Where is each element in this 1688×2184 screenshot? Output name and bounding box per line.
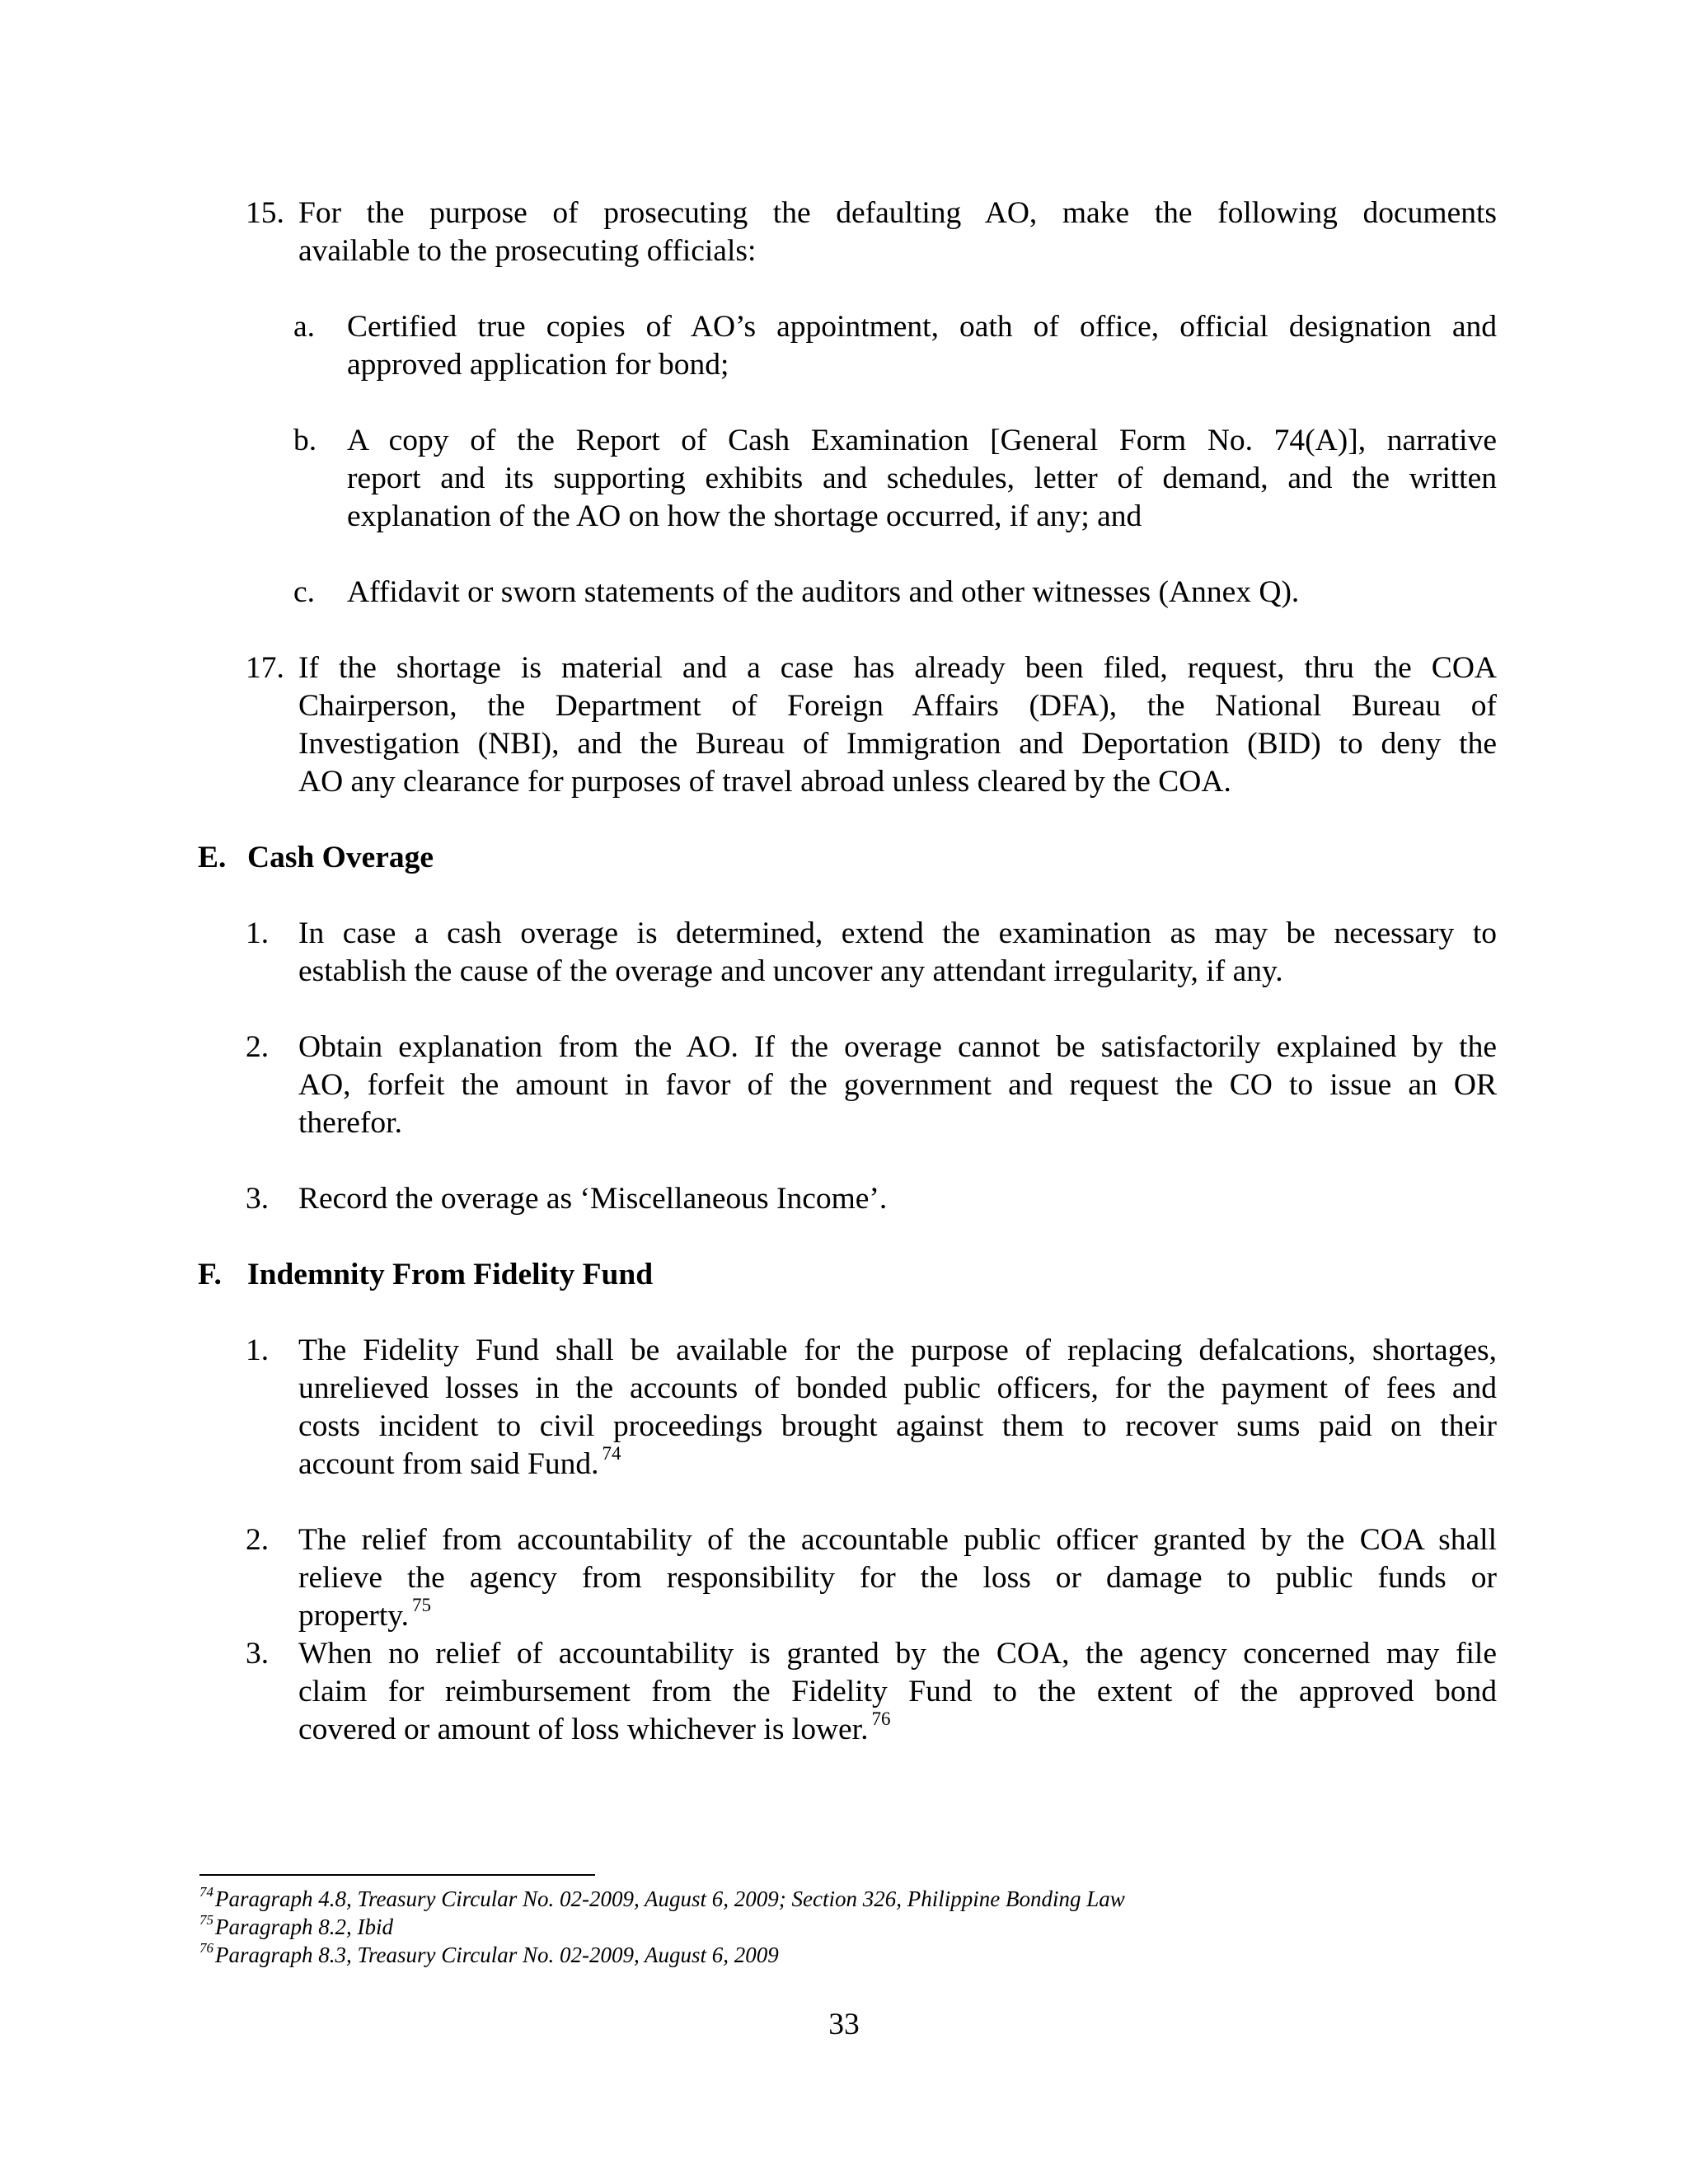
sub-item-letter: b. [293,424,317,457]
text-line: Certified true copies of AO’s appointment, oath of office, official designation and [347,310,1497,344]
sub-item-text [347,574,1497,612]
text-line-content: covered or amount of loss whichever is lower. [298,1713,869,1746]
text-line: Record the overage as ‘Miscellaneous Income’. [298,1182,888,1216]
list-item [246,1180,1497,1218]
text-line: approved application for bond; [347,348,729,382]
text-line [298,1442,1497,1483]
item-text [298,1521,1497,1635]
list-item [246,1029,1497,1142]
item-number: 1. [246,1333,270,1367]
sub-item-text [347,308,1497,384]
text-line: costs incident to civil proceedings brought against them to recover sums paid on their [298,1409,1497,1443]
text-line-content: account from said Fund. [298,1447,599,1481]
text-line [298,1708,1497,1749]
footnote-text: Paragraph 8.2, Ibid [215,1915,393,1939]
footnote-separator [199,1874,595,1876]
footnote-ref[interactable]: 74 [602,1442,621,1464]
text-line: For the purpose of prosecuting the defaulting AO, make the following documents [298,196,1497,230]
list-item-15 [246,194,1497,270]
text-line: The relief from accountability of the accountable public officer granted by the COA shall [298,1523,1497,1557]
sub-item-letter: c. [293,575,316,609]
text-line: Obtain explanation from the AO. If the overage cannot be satisfactorily explained by the [298,1030,1497,1064]
item-text [298,649,1497,801]
list-item [246,915,1497,991]
item-number: 17. [246,651,284,685]
list-item [246,1521,1497,1635]
section-letter: F. [198,1258,222,1291]
footnote-mark: 74 [199,1884,213,1900]
footnote-mark: 75 [199,1912,213,1928]
sub-item-text [347,422,1497,536]
footnote-mark: 76 [199,1940,213,1956]
item-number: 3. [246,1637,270,1671]
text-line: relieve the agency from responsibility for the loss or damage to public funds or [298,1561,1497,1595]
item-number: 3. [246,1182,270,1216]
footnote [199,1941,1125,1969]
text-line: establish the cause of the overage and uncover any attendant irregularity, if any. [298,954,1283,988]
text-line: Affidavit or sworn statements of the auditors and other witnesses (Annex Q). [347,575,1300,609]
section-letter: E. [198,841,227,874]
item-text [298,1332,1497,1483]
text-line: available to the prosecuting officials: [298,234,757,268]
section-heading-e [198,839,434,877]
text-line: Investigation (NBI), and the Bureau of Immigration and Deportation (BID) to deny the [298,727,1497,761]
footnote-text: Paragraph 4.8, Treasury Circular No. 02-2009, August 6, 2009; Section 326, Philippine Bonding Law [215,1886,1125,1911]
text-line: If the shortage is material and a case has already been filed, request, thru the COA [298,651,1497,685]
list-item-17 [246,649,1497,801]
text-line-content: property. [298,1599,409,1633]
text-line: claim for reimbursement from the Fidelity Fund to the extent of the approved bond [298,1675,1497,1708]
section-title: Indemnity From Fidelity Fund [247,1258,654,1291]
text-line: A copy of the Report of Cash Examination [General Form No. 74(A)], narrative [347,424,1497,457]
footnote-text: Paragraph 8.3, Treasury Circular No. 02-2009, August 6, 2009 [215,1943,779,1967]
item-text [298,1180,1497,1218]
item-number: 15. [246,196,284,230]
text-line: When no relief of accountability is granted by the COA, the agency concerned may file [298,1637,1497,1671]
sub-item-b [293,422,1497,536]
item-number: 2. [246,1030,270,1064]
sub-item-c [293,574,1497,612]
footnote-ref[interactable]: 75 [411,1594,431,1615]
text-line: AO any clearance for purposes of travel abroad unless cleared by the COA. [298,765,1231,799]
list-item [246,1635,1497,1749]
text-line: therefor. [298,1106,402,1140]
footnote [199,1885,1125,1913]
list-item [246,1332,1497,1483]
item-number: 2. [246,1523,270,1557]
text-line: explanation of the AO on how the shortage occurred, if any; and [347,499,1142,533]
page-number: 33 [828,2008,860,2041]
item-text [298,915,1497,991]
item-text [298,1635,1497,1749]
text-line: report and its supporting exhibits and schedules, letter of demand, and the written [347,462,1497,495]
text-line [298,1594,1497,1635]
item-text [298,194,1497,270]
section-heading-f [198,1256,653,1294]
footnote [199,1913,1125,1941]
footnote-ref[interactable]: 76 [871,1708,891,1729]
text-line: Chairperson, the Department of Foreign Affairs (DFA), the National Bureau of [298,689,1497,723]
text-line: unrelieved losses in the accounts of bonded public officers, for the payment of fees and [298,1371,1497,1405]
text-line: AO, forfeit the amount in favor of the government and request the CO to issue an OR [298,1068,1497,1102]
section-title: Cash Overage [247,841,434,874]
text-line: The Fidelity Fund shall be available for the purpose of replacing defalcations, shortages, [298,1333,1497,1367]
footnotes [199,1885,1125,1969]
text-line: In case a cash overage is determined, extend the examination as may be necessary to [298,916,1497,950]
item-text [298,1029,1497,1142]
item-number: 1. [246,916,270,950]
sub-item-letter: a. [293,310,316,344]
sub-item-a [293,308,1497,384]
